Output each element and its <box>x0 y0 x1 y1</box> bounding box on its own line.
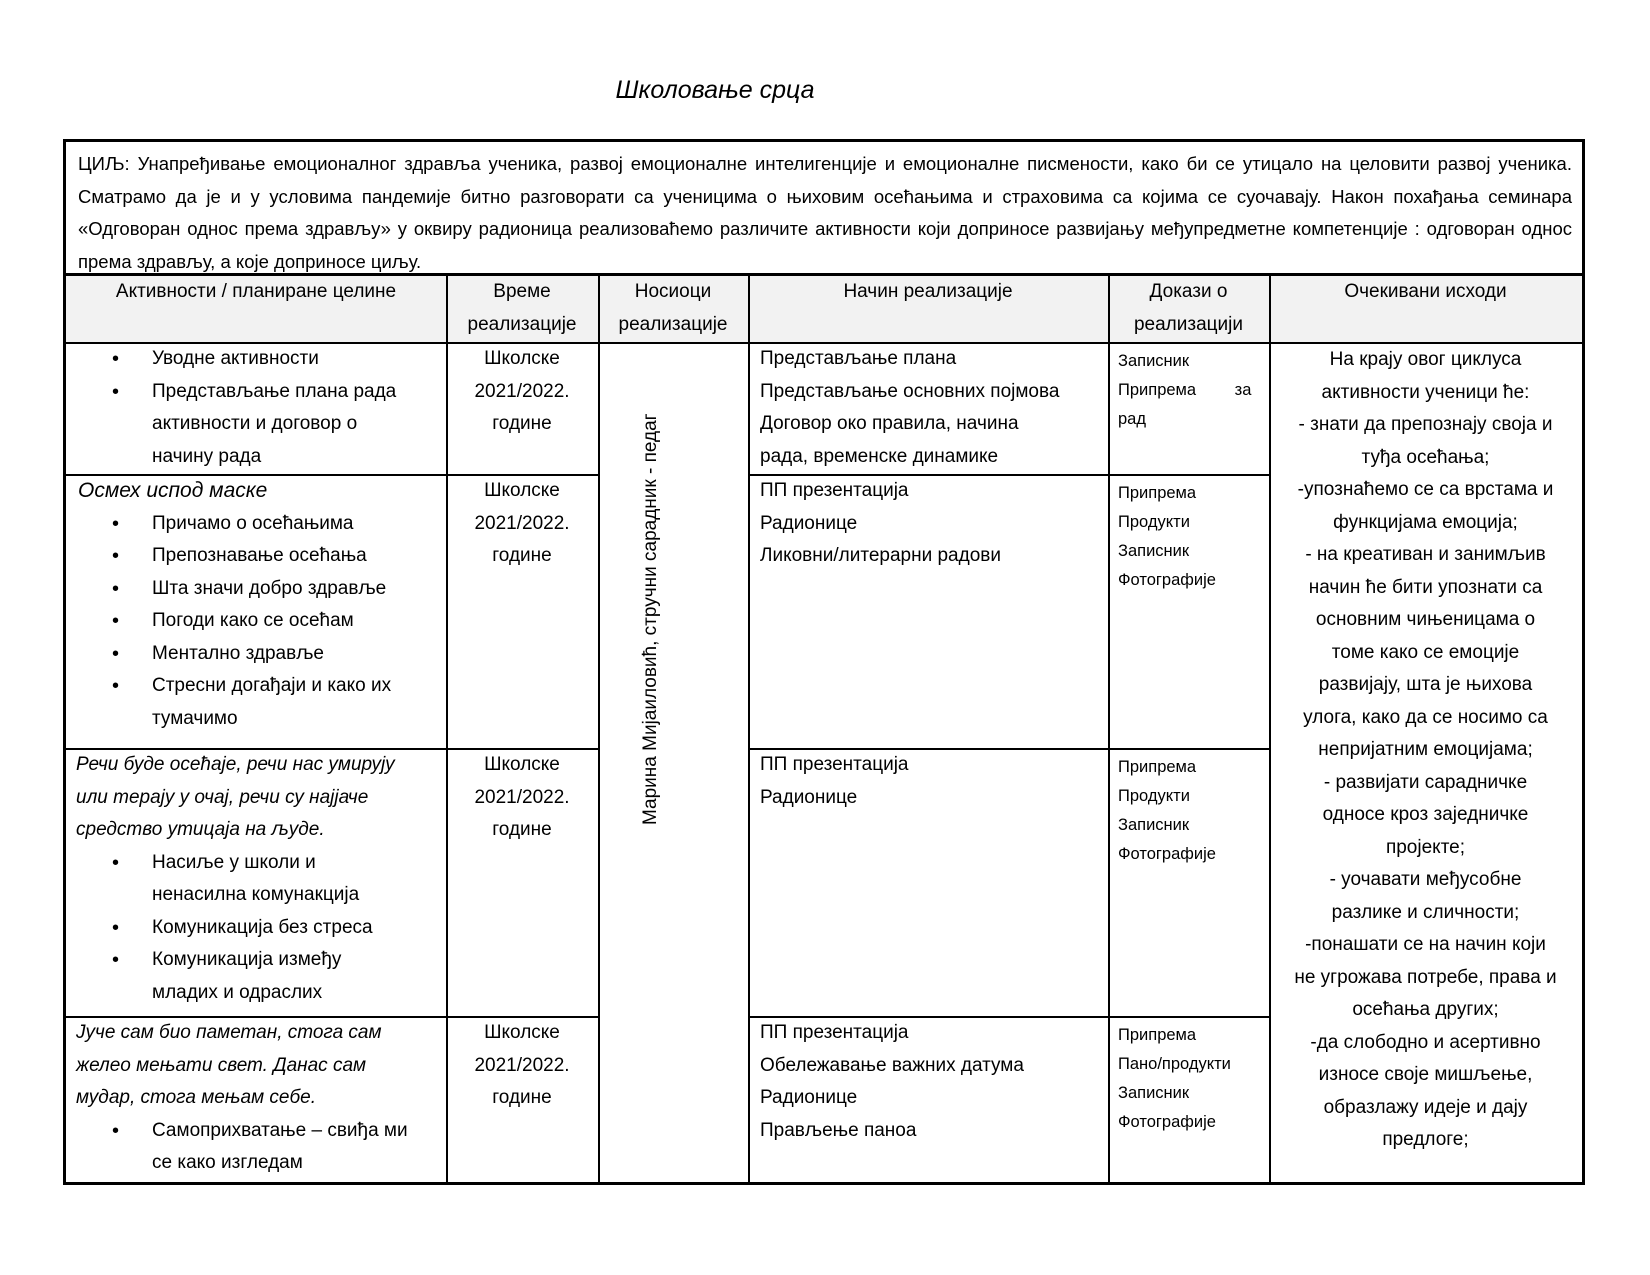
row-4-time <box>446 1017 598 1115</box>
intro-line: Јуче сам био паметан, стога сам <box>76 1022 382 1043</box>
outcome-line: томе како се емоције <box>1331 641 1520 663</box>
outcomes-cell <box>1269 342 1582 1157</box>
intro-line: или терају у очај, речи су најјаче <box>76 786 369 808</box>
row-3-method <box>748 749 1108 814</box>
outcome-line: улога, како да се носимо са <box>1303 706 1548 728</box>
time-line: Школске <box>484 480 560 501</box>
method-line: ПП презентација <box>760 1022 909 1043</box>
list-item <box>66 343 446 376</box>
bullet-text: начину рада <box>152 445 262 467</box>
outcome-line: - уочавати међусобне <box>1329 869 1522 890</box>
row-4-activities <box>66 1017 446 1180</box>
evidence-line: рад <box>1118 410 1146 428</box>
time-line: 2021/2022. <box>474 786 570 808</box>
bullet-text: Комуникација без стреса <box>152 916 373 938</box>
header-outcomes-label: Очекивани исходи <box>1344 281 1507 302</box>
evidence-line: Продукти <box>1118 513 1190 531</box>
row-2-time <box>446 475 598 573</box>
bullet-text: тумачимо <box>152 707 238 729</box>
bullet-text: Шта значи добро здравље <box>152 577 387 599</box>
row-2-activities <box>66 475 446 735</box>
outcome-line: износе своје мишљење, <box>1318 1064 1533 1085</box>
time-line: године <box>492 545 552 566</box>
time-line: Школске <box>484 754 560 775</box>
method-line: Обележавање важних датума <box>760 1054 1024 1076</box>
time-line: Школске <box>484 1022 560 1043</box>
header-activities-label: Активности / планиране целине <box>115 281 397 302</box>
outcome-line: -понашати се на начин који <box>1305 934 1546 955</box>
header-activities <box>66 276 446 342</box>
time-line: 2021/2022. <box>474 1054 570 1076</box>
evidence-line: Записник <box>1118 816 1190 834</box>
outcome-line: развијају, шта је њихова <box>1318 674 1533 695</box>
list-item <box>66 508 446 541</box>
bullet-text: Представљање плана рада <box>152 380 397 402</box>
bullet-text: Насиље у школи и <box>152 851 316 873</box>
evidence-line: Записник <box>1118 1084 1190 1102</box>
outcome-line: - развијати сарадничке <box>1323 771 1528 793</box>
list-item <box>66 1115 446 1180</box>
method-line: Представљање плана <box>760 348 957 369</box>
outcome-line: -упознаћемо се са врстама и <box>1297 479 1554 500</box>
outcome-line: туђа осећања; <box>1361 446 1490 468</box>
bullet-text: Погоди како се осећам <box>152 610 354 631</box>
row-3-activities <box>66 749 446 1009</box>
list-item <box>66 376 446 474</box>
outcome-line: осећања других; <box>1352 999 1499 1020</box>
header-time <box>446 276 598 342</box>
outcome-line: не угрожава потребе, права и <box>1294 966 1557 988</box>
list-item <box>66 573 446 606</box>
plan-table <box>63 273 1585 1185</box>
row-1-activities <box>66 343 446 473</box>
bullet-text: младих и одраслих <box>152 981 323 1003</box>
method-line: Радионице <box>760 786 858 808</box>
evidence-line: Записник <box>1118 352 1190 370</box>
carrier-cell <box>598 342 748 1188</box>
outcome-line: непријатним емоцијама; <box>1318 739 1533 760</box>
outcome-line: предлоге; <box>1382 1129 1469 1150</box>
row-1-evidence <box>1108 343 1269 434</box>
row-4-method <box>748 1017 1108 1147</box>
bullet-text: Комуникација између <box>152 949 342 970</box>
row-2-method <box>748 475 1108 573</box>
bullet-text: Стресни догађаји и како их <box>152 675 392 696</box>
header-carriers-label: Носиоци реализације <box>618 281 728 335</box>
carrier-vertical-text: Марина Мијаиловић, стручни сарадник - педаг <box>640 413 661 825</box>
method-line: Радионице <box>760 1087 858 1108</box>
evidence-line: Пано/продукти <box>1118 1055 1231 1073</box>
evidence-line: Фотографије <box>1118 845 1216 863</box>
outcome-line: - знати да препознају своја и <box>1298 414 1553 435</box>
list-item <box>66 944 446 1009</box>
evidence-line: Припрема за <box>1118 381 1252 399</box>
header-time-label: Време реализације <box>467 281 577 335</box>
method-line: ПП презентација <box>760 480 909 501</box>
time-line: године <box>492 413 552 434</box>
intro-line: мудар, стога мењам себе. <box>76 1087 316 1108</box>
intro-line: средство утицаја на људе. <box>76 819 325 840</box>
outcome-line: образлажу идеје и дају <box>1323 1096 1528 1118</box>
evidence-line: Припрема <box>1118 1026 1197 1044</box>
row-3-evidence <box>1108 749 1269 869</box>
outcome-line: функцијама емоција; <box>1333 511 1518 533</box>
section-intro <box>66 1017 446 1115</box>
bullet-text: се како изгледам <box>152 1152 303 1173</box>
evidence-line: Припрема <box>1118 484 1197 502</box>
evidence-line: Записник <box>1118 542 1190 560</box>
method-line: Ликовни/литерарни радови <box>760 545 1001 566</box>
time-line: Школске <box>484 348 560 369</box>
time-line: 2021/2022. <box>474 380 570 402</box>
list-item <box>66 605 446 638</box>
method-line: ПП презентација <box>760 754 909 775</box>
intro-line: Речи буде осећаје, речи нас умирују <box>76 754 395 775</box>
header-carriers <box>598 276 748 342</box>
outcome-line: разлике и сличности; <box>1331 901 1520 923</box>
goal-paragraph: ЦИЉ: Унапређивање емоционалног здравља ученика, развој емоционалне интелигенције и емоционалне писмености, како би се утицало на целовити развој ученика. Сматрамо да је и у условима пандемије битно разговорати са ученицима о њиховим осећањима и страховима са којима се суочавају. Након похађања семинара «Одговоран однос према здрављу» у оквиру радионица реализоваћемо различите активности који доприносе развијању међупредметне компетенције : одговоран однос према здрављу, а које доприносе циљу. <box>63 139 1585 273</box>
outcome-line: - на креативан и занимљив <box>1305 544 1546 565</box>
evidence-line: Фотографије <box>1118 1113 1216 1131</box>
intro-line: желео мењати свет. Данас сам <box>76 1054 367 1076</box>
evidence-line: Фотографије <box>1118 571 1216 589</box>
outcome-line: начин ће бити упознати са <box>1308 576 1543 598</box>
outcome-line: На крају овог циклуса <box>1329 349 1522 370</box>
bullet-text: Ментално здравље <box>152 642 324 664</box>
row-3-time <box>446 749 598 847</box>
list-item <box>66 638 446 671</box>
list-item <box>66 540 446 573</box>
section-title: Осмех испод маске <box>78 479 268 502</box>
time-line: 2021/2022. <box>474 512 570 534</box>
method-line: Прављење паноа <box>760 1119 917 1141</box>
bullet-text: Препознавање осећања <box>152 545 367 566</box>
header-method <box>748 276 1108 342</box>
bullet-text: Причамо о осећањима <box>152 512 354 534</box>
bullet-text: Уводне активности <box>152 348 319 369</box>
bullet-text: Самоприхватање – свиђа ми <box>152 1119 408 1141</box>
evidence-line: Продукти <box>1118 787 1190 805</box>
method-line: Представљање основних појмова <box>760 380 1060 402</box>
row-2-evidence <box>1108 475 1269 595</box>
row-1-time <box>446 343 598 441</box>
method-line: рада, временске динамике <box>760 445 999 467</box>
list-item <box>66 912 446 945</box>
header-outcomes <box>1269 276 1582 342</box>
bullet-text: активности и договор о <box>152 413 358 434</box>
page-title: Школовање срца <box>615 76 815 104</box>
header-method-label: Начин реализације <box>843 281 1013 302</box>
header-evidence-label: Докази о реализацији <box>1133 281 1243 335</box>
time-line: године <box>492 1087 552 1108</box>
outcome-line: пројекте; <box>1385 836 1466 858</box>
outcome-line: -да слободно и асертивно <box>1310 1031 1541 1053</box>
time-line: године <box>492 819 552 840</box>
outcome-line: активности ученици ће: <box>1321 381 1530 403</box>
method-line: Договор око правила, начина <box>760 413 1019 434</box>
outcome-line: основним чињеницама о <box>1315 609 1536 630</box>
row-1-method <box>748 343 1108 473</box>
row-4-evidence <box>1108 1017 1269 1137</box>
header-evidence <box>1108 276 1269 342</box>
outcome-line: односе кроз заједничке <box>1322 804 1529 825</box>
list-item <box>66 670 446 735</box>
evidence-line: Припрема <box>1118 758 1197 776</box>
section-intro <box>66 749 446 847</box>
bullet-text: ненасилна комунакција <box>152 884 360 905</box>
method-line: Радионице <box>760 512 858 534</box>
list-item <box>66 847 446 912</box>
